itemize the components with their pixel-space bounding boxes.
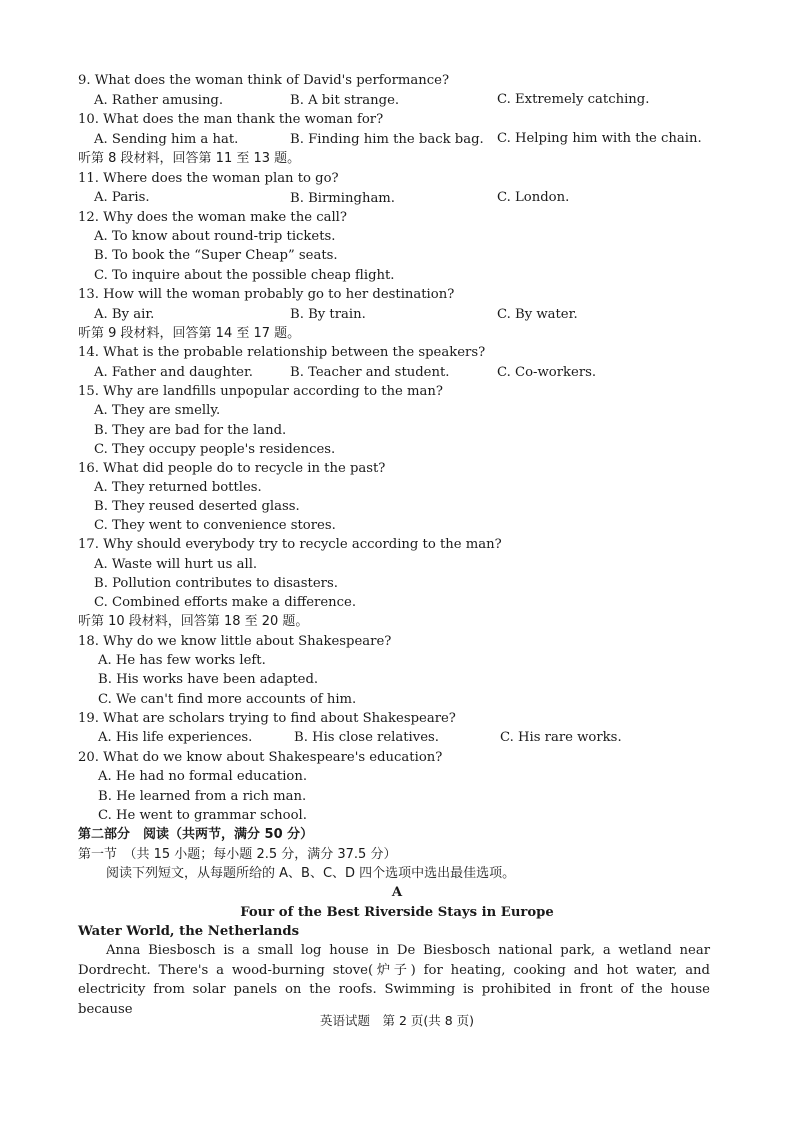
page-footer: 英语试题 第 2 页(共 8 页)	[319, 1013, 475, 1028]
question-19-option-c: C. His rare works.	[500, 730, 622, 745]
question-9-option-b: B. A bit strange.	[290, 93, 400, 108]
question-19-stem: 19. What are scholars trying to find about Shakespeare?	[78, 711, 456, 726]
part2-instruction: 阅读下列短文，从每题所给的 A、B、C、D 四个选项中选出最佳选项。	[106, 866, 516, 881]
question-20-option-b: B. He learned from a rich man.	[98, 789, 307, 804]
passage-subheading: Water World, the Netherlands	[78, 924, 300, 939]
question-17-option-c: C. Combined efforts make a difference.	[94, 595, 357, 610]
question-12-option-a: A. To know about round-trip tickets.	[94, 229, 336, 244]
question-10-option-c: C. Helping him with the chain.	[497, 131, 702, 146]
question-11-option-c: C. London.	[497, 190, 570, 205]
part2-title: 第二部分 阅读（共两节，满分 50 分）	[78, 827, 314, 842]
question-15-option-a: A. They are smelly.	[94, 403, 221, 418]
question-19-option-a: A. His life experiences.	[98, 730, 253, 745]
question-15-option-c: C. They occupy people's residences.	[94, 442, 336, 457]
question-17-option-b: B. Pollution contributes to disasters.	[94, 576, 338, 591]
question-20-option-a: A. He had no formal education.	[98, 769, 308, 784]
question-20-option-c: C. He went to grammar school.	[98, 808, 307, 823]
section-heading-10: 听第 10 段材料，回答第 18 至 20 题。	[78, 614, 309, 629]
question-18-option-b: B. His works have been adapted.	[98, 672, 319, 687]
question-13-option-b: B. By train.	[290, 307, 366, 322]
question-12-option-c: C. To inquire about the possible cheap flight.	[94, 268, 395, 283]
question-14-stem: 14. What is the probable relationship between the speakers?	[78, 345, 486, 360]
question-18-option-c: C. We can't find more accounts of him.	[98, 692, 357, 707]
question-15-option-b: B. They are bad for the land.	[94, 423, 287, 438]
question-18-option-a: A. He has few works left.	[98, 653, 266, 668]
question-16-option-a: A. They returned bottles.	[94, 480, 262, 495]
question-17-stem: 17. Why should everybody try to recycle according to the man?	[78, 537, 502, 552]
question-13-option-c: C. By water.	[497, 307, 578, 322]
question-16-option-b: B. They reused deserted glass.	[94, 499, 300, 514]
question-19-option-b: B. His close relatives.	[294, 730, 439, 745]
question-10-option-a: A. Sending him a hat.	[94, 132, 239, 147]
question-17-option-a: A. Waste will hurt us all.	[94, 557, 258, 572]
question-9-stem: 9. What does the woman think of David's performance?	[78, 73, 450, 88]
question-11-option-a: A. Paris.	[94, 190, 150, 205]
passage-title: Four of the Best Riverside Stays in Europe	[240, 905, 554, 920]
question-10-option-b: B. Finding him the back bag.	[290, 132, 484, 147]
question-20-stem: 20. What do we know about Shakespeare's education?	[78, 750, 443, 765]
passage-letter: A	[391, 885, 403, 900]
part2-section1: 第一节 （共 15 小题；每小题 2.5 分，满分 37.5 分）	[78, 847, 397, 862]
question-18-stem: 18. Why do we know little about Shakespeare?	[78, 634, 392, 649]
question-10-stem: 10. What does the man thank the woman for?	[78, 112, 384, 127]
question-9-option-a: A. Rather amusing.	[94, 93, 224, 108]
question-14-option-b: B. Teacher and student.	[290, 365, 450, 380]
section-heading-9: 听第 9 段材料，回答第 14 至 17 题。	[78, 326, 301, 341]
passage-paragraph: Anna Biesbosch is a small log house in De Biesbosch national park, a wetland near Dordrecht. There's a wood-burning stove(炉子) for heating, cooking and hot water, and electricity from solar panels on the roofs. Swimming is prohibited in front of the house because	[78, 943, 710, 1017]
question-9-option-c: C. Extremely catching.	[497, 92, 650, 107]
section-heading-8: 听第 8 段材料，回答第 11 至 13 题。	[78, 151, 301, 166]
question-13-option-a: A. By air.	[94, 307, 155, 322]
question-11-stem: 11. Where does the woman plan to go?	[78, 171, 339, 186]
question-15-stem: 15. Why are landfills unpopular according to the man?	[78, 384, 443, 399]
question-16-stem: 16. What did people do to recycle in the past?	[78, 461, 386, 476]
question-14-option-a: A. Father and daughter.	[94, 365, 253, 380]
question-12-stem: 12. Why does the woman make the call?	[78, 210, 347, 225]
question-14-option-c: C. Co-workers.	[497, 365, 597, 380]
question-13-stem: 13. How will the woman probably go to her destination?	[78, 287, 455, 302]
question-11-option-b: B. Birmingham.	[290, 191, 395, 206]
question-16-option-c: C. They went to convenience stores.	[94, 518, 336, 533]
question-12-option-b: B. To book the “Super Cheap” seats.	[94, 248, 338, 263]
